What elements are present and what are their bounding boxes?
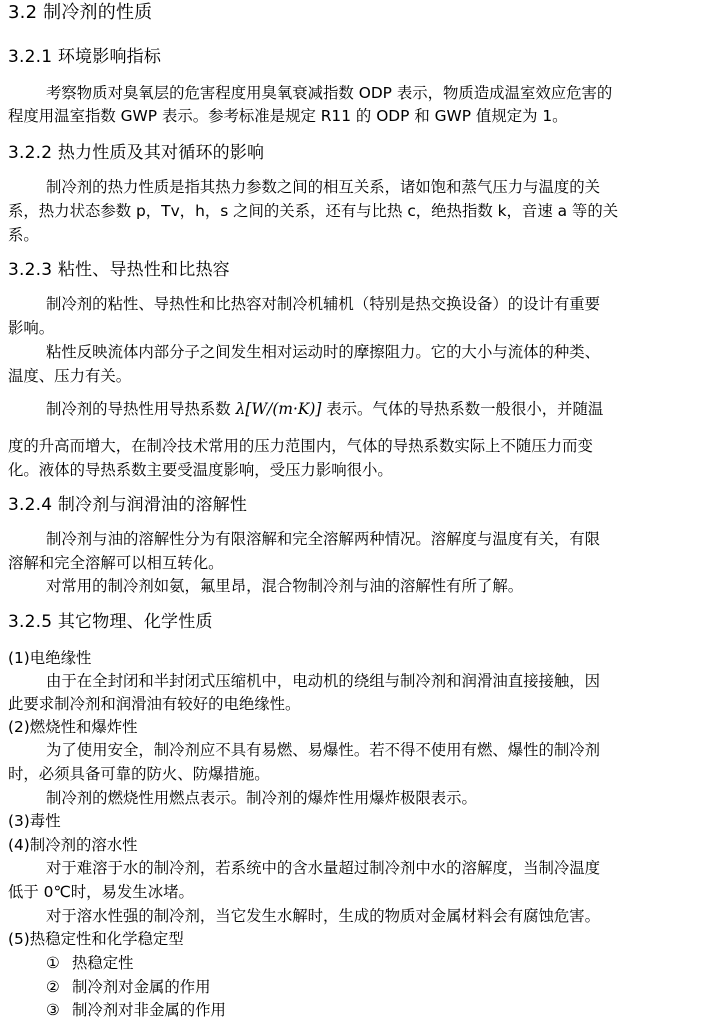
paragraph-line: 粘性反映流体内部分子之间发生相对运动时的摩擦阻力。它的大小与流体的种类、: [46, 343, 601, 361]
paragraph-line: 对常用的制冷剂如氨，氟里昂，混合物制冷剂与油的溶解性有所了解。: [46, 577, 524, 595]
paragraph-line: 此要求制冷剂和润滑油有较好的电绝缘性。: [8, 695, 301, 713]
paragraph-line: 系，热力状态参数 p，Tv，h，s 之间的关系，还有与比热 c，绝热指数 k，音速 a 等的关: [8, 202, 619, 220]
section-heading-3-2-4: 3.2.4 制冷剂与润滑油的溶解性: [8, 495, 248, 515]
paragraph-line: 低于 0℃时，易发生冰堵。: [8, 883, 194, 901]
sub-list-label: 制冷剂对非金属的作用: [72, 1001, 226, 1019]
paragraph-line: 温度、压力有关。: [8, 367, 132, 385]
list-number: ③: [46, 1001, 60, 1019]
section-heading-3-2-2: 3.2.2 热力性质及其对循环的影响: [8, 143, 265, 163]
paragraph-line: 考察物质对臭氧层的危害程度用臭氧衰减指数 ODP 表示，物质造成温室效应危害的: [46, 84, 613, 102]
paragraph-line: 度的升高而增大，在制冷技术常用的压力范围内，气体的导热系数实际上不随压力而变: [8, 437, 593, 455]
section-heading-3-2-1: 3.2.1 环境影响指标: [8, 47, 162, 67]
paragraph-line: 制冷剂的热力性质是指其热力参数之间的相互关系，诸如饱和蒸气压力与温度的关: [46, 178, 601, 196]
list-item-heading: (4)制冷剂的溶水性: [8, 836, 138, 854]
formula-suffix: 表示。气体的导热系数一般很小，并随温: [321, 400, 604, 418]
sub-list-item: [46, 952, 134, 974]
paragraph-line: 制冷剂的粘性、导热性和比热容对制冷机辅机（特别是热交换设备）的设计有重要: [46, 295, 601, 313]
paragraph-line: 制冷剂的燃烧性用燃点表示。制冷剂的爆炸性用爆炸极限表示。: [46, 789, 477, 807]
formula-prefix: 制冷剂的导热性用导热系数: [46, 400, 236, 418]
paragraph-line-with-formula: [46, 398, 603, 420]
paragraph-line: 化。液体的导热系数主要受温度影响，受压力影响很小。: [8, 461, 393, 479]
sub-list-label: 制冷剂对金属的作用: [72, 978, 211, 996]
sub-list-label: 热稳定性: [72, 954, 134, 972]
section-heading-3-2: 3.2 制冷剂的性质: [8, 2, 153, 23]
list-item-heading: (1)电绝缘性: [8, 649, 92, 667]
list-item-heading: (2)燃烧性和爆炸性: [8, 718, 138, 736]
paragraph-line: 溶解和完全溶解可以相互转化。: [8, 554, 224, 572]
section-heading-3-2-5: 3.2.5 其它物理、化学性质: [8, 612, 213, 632]
list-item-heading: (3)毒性: [8, 812, 61, 830]
section-heading-3-2-3: 3.2.3 粘性、导热性和比热容: [8, 260, 230, 280]
paragraph-line: 系。: [8, 226, 39, 244]
list-number: ①: [46, 954, 60, 972]
list-number: ②: [46, 978, 60, 996]
list-item-heading: (5)热稳定性和化学稳定型: [8, 930, 184, 948]
paragraph-line: 由于在全封闭和半封闭式压缩机中，电动机的绕组与制冷剂和润滑油直接接触，因: [46, 672, 601, 690]
paragraph-line: 程度用温室指数 GWP 表示。参考标准是规定 R11 的 ODP 和 GWP 值规定为 1。: [8, 107, 568, 125]
sub-list-item: [46, 976, 211, 998]
paragraph-line: 制冷剂与油的溶解性分为有限溶解和完全溶解两种情况。溶解度与温度有关，有限: [46, 530, 601, 548]
conductivity-formula: λ[W/(m·K)]: [235, 400, 322, 418]
sub-list-item: [46, 999, 226, 1021]
paragraph-line: 影响。: [8, 319, 55, 337]
paragraph-line: 对于难溶于水的制冷剂，若系统中的含水量超过制冷剂中水的溶解度，当制冷温度: [46, 859, 601, 877]
paragraph-line: 时，必须具备可靠的防火、防爆措施。: [8, 765, 270, 783]
paragraph-line: 为了使用安全，制冷剂应不具有易燃、易爆性。若不得不使用有燃、爆性的制冷剂: [46, 741, 601, 759]
paragraph-line: 对于溶水性强的制冷剂，当它发生水解时，生成的物质对金属材料会有腐蚀危害。: [46, 907, 601, 925]
